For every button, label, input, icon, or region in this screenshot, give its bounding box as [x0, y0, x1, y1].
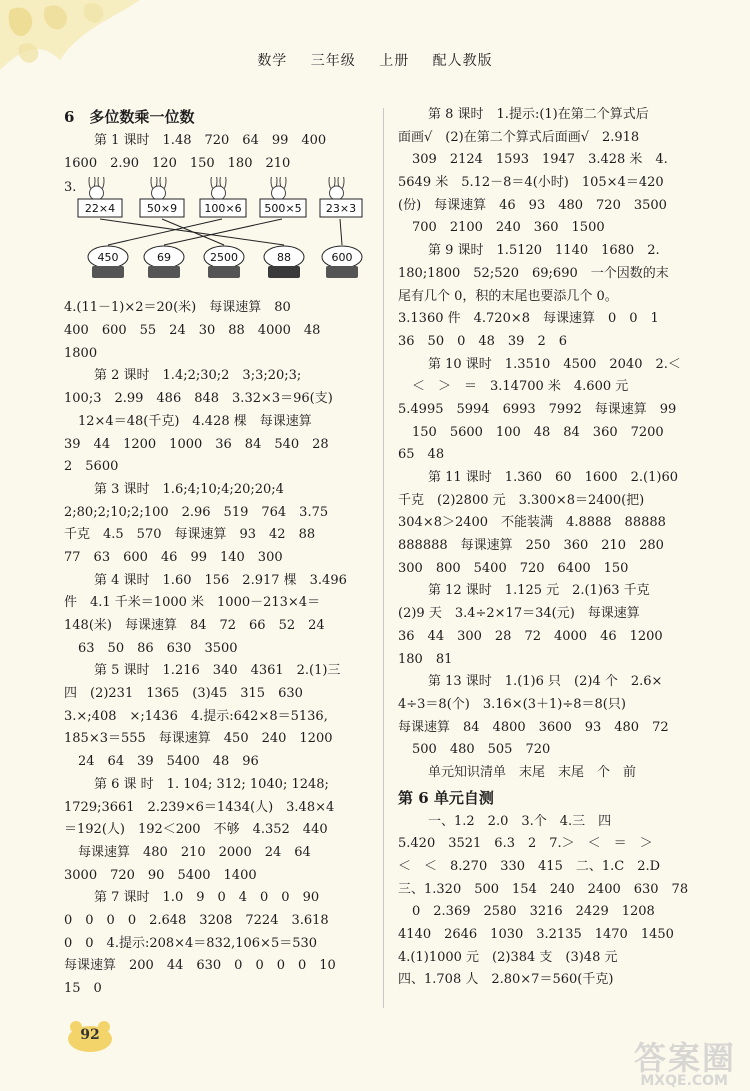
answer-line: 5.4995 5994 6993 7992 每课速算 99 — [398, 401, 677, 417]
answer-line: 千克 (2)2800 元 3.300×8＝2400(把) — [398, 492, 645, 508]
answer-line: 15 0 — [64, 981, 102, 996]
answer-line: 304×8＞2400 不能装满 4.8888 88888 — [398, 515, 666, 531]
answer-line: 309 2124 1593 1947 3.428 米 4. — [412, 152, 668, 168]
expression-card: 100×6 — [204, 202, 242, 216]
page-number-badge — [66, 1019, 114, 1053]
matching-lines — [100, 219, 342, 245]
expression-card: 23×3 — [325, 202, 357, 216]
answer-line: 148(米) 每课速算 84 72 66 52 24 — [64, 618, 325, 633]
answer-oval-value: 450 — [97, 251, 119, 265]
answer-line: 63 50 86 630 3500 — [78, 640, 238, 656]
watermark-url: MXQE.COM — [640, 1073, 728, 1089]
answer-line: 700 2100 240 360 1500 — [412, 220, 605, 236]
answer-line: 件 4.1 千米＝1000 米 1000－213×4＝ — [64, 595, 321, 611]
header-subject: 数学 — [257, 53, 288, 69]
answer-line: 第 3 课时 1.6;4;10;4;20;20;4 — [94, 481, 284, 497]
answer-line: 24 64 39 5400 48 96 — [78, 754, 259, 770]
answer-line: 第 1 课时 1.48 720 64 99 400 — [94, 133, 327, 148]
answer-line: 第 11 课时 1.360 60 1600 2.(1)60 — [428, 470, 679, 485]
header-volume: 上册 — [379, 53, 410, 69]
answer-line: 400 600 55 24 30 88 4000 48 — [64, 323, 321, 339]
expression-card: 50×9 — [146, 202, 178, 216]
answer-line: 180;1800 52;520 69;690 一个因数的末 — [398, 265, 669, 281]
question-number: 3. — [64, 180, 77, 196]
expression-card: 22×4 — [84, 202, 116, 216]
section-title: 6 多位数乘一位数 — [64, 108, 195, 126]
answer-line: 39 44 1200 1000 36 84 540 28 — [64, 436, 329, 452]
answer-line: 1800 — [64, 345, 98, 361]
expression-card: 500×5 — [264, 202, 302, 216]
answer-line: 第 10 课时 1.3510 4500 2040 2.＜ — [428, 356, 681, 372]
header-edition: 配人教版 — [432, 53, 493, 69]
answer-line: 第 12 课时 1.125 元 2.(1)63 千克 — [428, 583, 650, 599]
answer-line: 第 4 课时 1.60 156 2.917 棵 3.496 — [94, 572, 347, 588]
answer-line: 0 0 0 0 2.648 3208 7224 3.618 — [64, 912, 329, 928]
answer-line: 第 6 课 时 1. 104; 312; 1040; 1248; — [94, 776, 329, 792]
answer-oval-value: 69 — [157, 251, 171, 265]
answer-line: 65 48 — [398, 447, 445, 463]
answer-line: 300 800 5400 720 6400 150 — [398, 560, 629, 576]
left-column — [64, 104, 364, 1001]
answer-line: (2)9 天 3.4÷2×17＝34(元) 每课速算 — [398, 606, 640, 622]
page-header — [0, 50, 750, 70]
page-number: 92 — [80, 1027, 100, 1043]
answer-line: 500 480 505 720 — [412, 742, 551, 758]
answer-line: 第 9 课时 1.5120 1140 1680 2. — [428, 243, 660, 259]
answer-line: 3.1360 件 4.720×8 每课速算 0 0 1 — [398, 311, 659, 327]
answer-line: 第 5 课时 1.216 340 4361 2.(1)三 — [94, 663, 341, 679]
answer-line: 36 44 300 28 72 4000 46 1200 — [398, 628, 663, 644]
answer-line: 3.×;408 ×;1436 4.提示:642×8＝5136, — [64, 708, 328, 724]
matching-diagram — [64, 177, 364, 295]
answer-line: 每课速算 200 44 630 0 0 0 0 10 — [64, 958, 336, 974]
answer-line: 4140 2646 1030 3.2135 1470 1450 — [398, 927, 674, 943]
answer-line: (份) 每课速算 46 93 480 720 3500 — [398, 197, 667, 213]
answer-line: 2 5600 — [64, 459, 119, 475]
answer-line: ＝192(人) 192＜200 不够 4.352 440 — [64, 822, 328, 838]
answer-line: 185×3＝555 每课速算 450 240 1200 — [64, 731, 333, 747]
answer-oval-value: 2500 — [210, 251, 238, 265]
watermark-logo: 答案圈 — [633, 1039, 736, 1077]
answer-line: 每课速算 84 4800 3600 93 480 72 — [398, 719, 669, 735]
answer-oval-value: 88 — [277, 251, 291, 265]
answer-line: 四 (2)231 1365 (3)45 315 630 — [64, 686, 303, 702]
answer-line: 4.(1)1000 元 (2)384 支 (3)48 元 — [398, 949, 618, 965]
answer-line: 150 5600 100 48 84 360 7200 — [412, 424, 664, 440]
answer-line: 第 8 课时 1.提示:(1)在第二个算式后 — [428, 107, 649, 122]
answer-line: 千克 4.5 570 每课速算 93 42 88 — [64, 527, 316, 543]
answer-line: 12×4＝48(千克) 4.428 棵 每课速算 — [78, 413, 312, 429]
answer-line: 5.420 3521 6.3 2 7.＞ ＜ ＝ ＞ — [398, 836, 653, 852]
answer-line: 尾有几个 0，积的末尾也要添几个 0。 — [398, 288, 618, 304]
answer-line: 第 2 课时 1.4;2;30;2 3;3;20;3; — [94, 368, 302, 384]
answer-line: 36 50 0 48 39 2 6 — [398, 333, 567, 349]
answer-line: 0 0 4.提示:208×4＝832,106×5＝530 — [64, 935, 318, 951]
answer-line: 888888 每课速算 250 360 210 280 — [398, 538, 664, 554]
answer-line: 2;80;2;10;2;100 2.96 519 764 3.75 — [64, 504, 329, 520]
answer-line: 1729;3661 2.239×6＝1434(人) 3.48×4 — [64, 799, 335, 815]
answer-line: 3000 720 90 5400 1400 — [64, 867, 257, 883]
header-grade: 三年级 — [310, 53, 356, 69]
rabbit-icon — [89, 177, 344, 200]
answer-line: 4.(11－1)×2＝20(米) 每课速算 80 — [64, 300, 291, 316]
right-column — [398, 104, 728, 992]
answer-line: 单元知识清单 末尾 末尾 个 前 — [428, 764, 637, 780]
answer-line: ＜ ＞ ＝ 3.14700 米 4.600 元 — [412, 379, 629, 395]
answer-line: 1600 2.90 120 150 180 210 — [64, 155, 291, 171]
answer-line: 面画√ (2)在第二个算式后面画√ 2.918 — [398, 129, 640, 145]
answer-line: 100;3 2.99 486 848 3.32×3＝96(支) — [64, 391, 333, 407]
matching-diagram-svg — [64, 177, 364, 295]
answer-line: 一、1.2 2.0 3.个 4.三 四 — [428, 813, 612, 829]
answer-line: 三、1.320 500 154 240 2400 630 78 — [398, 881, 689, 897]
answer-oval-value: 600 — [331, 251, 353, 265]
answer-line: 四、1.708 人 2.80×7＝560(千克) — [398, 972, 614, 988]
answer-line: 每课速算 480 210 2000 24 64 — [78, 844, 311, 860]
answer-line: 180 81 — [398, 651, 453, 667]
unit-test-title: 第 6 单元自测 — [398, 788, 494, 807]
answer-line: 第 7 课时 1.0 9 0 4 0 0 90 — [94, 890, 320, 906]
answer-line: 4÷3＝8(个) 3.16×(3＋1)÷8＝8(只) — [398, 696, 626, 712]
answer-line: ＜ ＜ 8.270 330 415 二、1.C 2.D — [398, 859, 661, 874]
answer-line: 77 63 600 46 99 140 300 — [64, 549, 283, 565]
answer-line: 5649 米 5.12－8＝4(小时) 105×4＝420 — [398, 175, 664, 191]
answer-line: 第 13 课时 1.(1)6 只 (2)4 个 2.6× — [428, 674, 663, 690]
column-divider — [383, 108, 384, 1008]
answer-line: 0 2.369 2580 3216 2429 1208 — [412, 904, 655, 920]
